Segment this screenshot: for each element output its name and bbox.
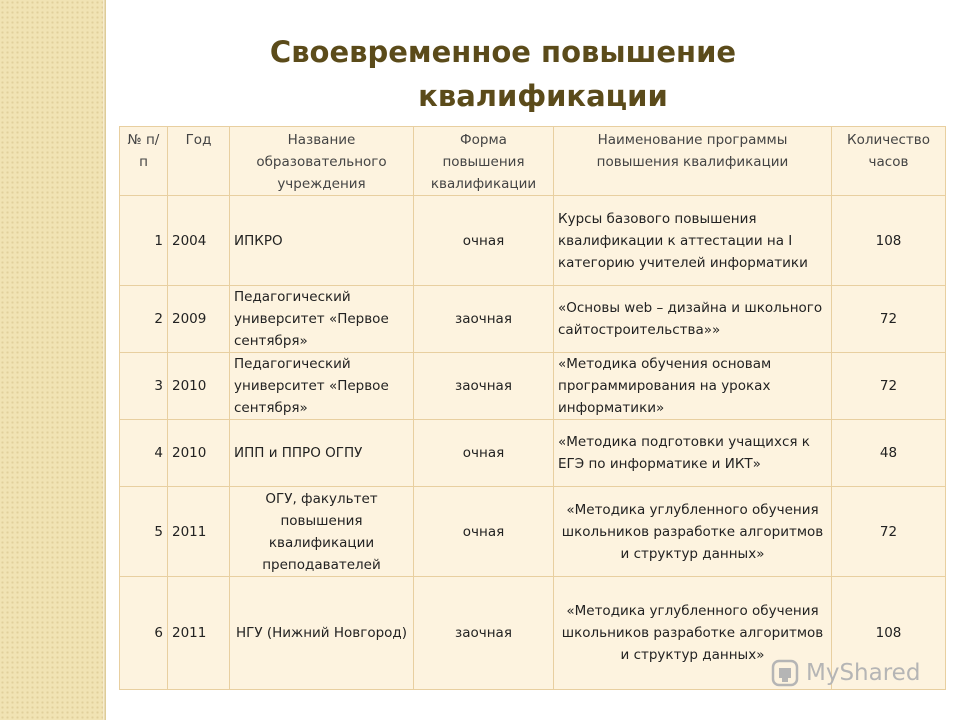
slide-title-line2: квалификации (418, 79, 668, 113)
cell-institution: НГУ (Нижний Новгород) (230, 577, 414, 690)
table-row (120, 353, 946, 420)
cell-form: очная (414, 196, 554, 286)
cell-year: 2010 (168, 353, 230, 420)
cell-hours: 72 (832, 353, 946, 420)
cell-institution: Педагогический университет «Первое сентября» (230, 286, 414, 353)
cell-form: очная (414, 420, 554, 487)
decorative-side-strip (0, 0, 106, 720)
cell-program: «Методика обучения основам программирования на уроках информатики» (554, 353, 832, 420)
header-institution: Название образовательного учреждения (230, 127, 414, 196)
cell-year: 2011 (168, 487, 230, 577)
header-hours: Количество часов (832, 127, 946, 196)
cell-num: 6 (120, 577, 168, 690)
cell-hours: 48 (832, 420, 946, 487)
cell-institution: Педагогический университет «Первое сентября» (230, 353, 414, 420)
table-header-row (120, 127, 946, 196)
slide-title-line1: Своевременное повышение (269, 35, 737, 69)
cell-hours: 108 (832, 577, 946, 690)
slide-title (106, 30, 960, 118)
header-year: Год (168, 127, 230, 196)
cell-num: 4 (120, 420, 168, 487)
cell-num: 3 (120, 353, 168, 420)
cell-form: заочная (414, 353, 554, 420)
cell-year: 2010 (168, 420, 230, 487)
cell-year: 2004 (168, 196, 230, 286)
cell-program: «Методика подготовки учащихся к ЕГЭ по информатике и ИКТ» (554, 420, 832, 487)
cell-year: 2009 (168, 286, 230, 353)
cell-form: заочная (414, 286, 554, 353)
cell-year: 2011 (168, 577, 230, 690)
cell-num: 5 (120, 487, 168, 577)
cell-program: «Методика углубленного обучения школьников разработке алгоритмов и структур данных» (554, 577, 832, 690)
watermark-text: MyShared (806, 660, 921, 686)
header-num: № п/п (120, 127, 168, 196)
cell-institution: ИПКРО (230, 196, 414, 286)
cell-hours: 108 (832, 196, 946, 286)
cell-num: 2 (120, 286, 168, 353)
header-form: Форма повышения квалификации (414, 127, 554, 196)
cell-hours: 72 (832, 286, 946, 353)
cell-program: «Основы web – дизайна и школьного сайтостроительства»» (554, 286, 832, 353)
cell-form: заочная (414, 577, 554, 690)
table-row (120, 196, 946, 286)
cell-num: 1 (120, 196, 168, 286)
cell-institution: ИПП и ППРО ОГПУ (230, 420, 414, 487)
cell-program: Курсы базового повышения квалификации к аттестации на I категорию учителей информатики (554, 196, 832, 286)
myshared-logo-icon (770, 658, 800, 688)
header-program: Наименование программы повышения квалификации (554, 127, 832, 196)
table-row (120, 286, 946, 353)
cell-program: «Методика углубленного обучения школьников разработке алгоритмов и структур данных» (554, 487, 832, 577)
cell-hours: 72 (832, 487, 946, 577)
cell-institution: ОГУ, факультет повышения квалификации преподавателей (230, 487, 414, 577)
table-row (120, 420, 946, 487)
cell-form: очная (414, 487, 554, 577)
myshared-watermark (770, 656, 920, 690)
qualification-table (119, 126, 946, 690)
table-row (120, 487, 946, 577)
